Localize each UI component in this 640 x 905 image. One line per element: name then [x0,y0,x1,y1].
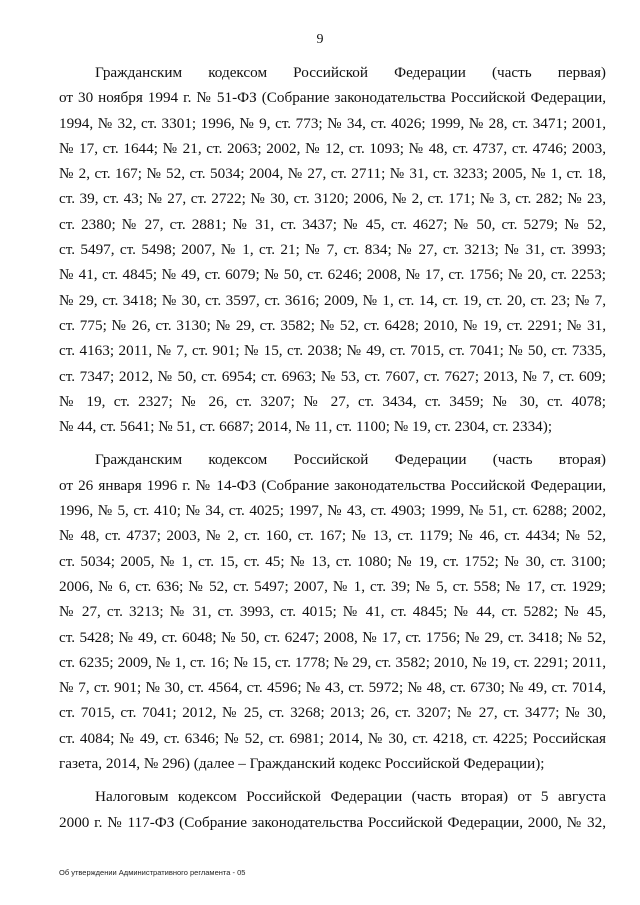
text-line: № 41, ст. 4845; № 49, ст. 6079; № 50, ст. 6246; 2008, № 17, ст. 1756; № 20, ст. 2253; [59,266,606,284]
paragraph-gap [59,776,606,784]
paragraph-1 [59,60,606,439]
text-line: газета, 2014, № 296) (далее – Гражданский кодекс Российской Федерации); [59,755,545,773]
text-line: № 27, ст. 3213; № 31, ст. 3993, ст. 4015; № 41, ст. 4845; № 44, ст. 5282; № 45, [59,603,606,621]
paragraph-3 [59,784,606,835]
text-line: ст. 775; № 26, ст. 3130; № 29, ст. 3582; № 52, ст. 6428; 2010, № 19, ст. 2291; № 31, [59,316,606,334]
text-line: 2006, № 6, ст. 636; № 52, ст. 5497; 2007, № 1, ст. 39; № 5, ст. 558; № 17, ст. 1929; [59,577,606,595]
text-line: № 19, ст. 2327; № 26, ст. 3207; № 27, ст. 3434, ст. 3459; № 30, ст. 4078; [59,392,606,410]
text-line: ст. 5428; № 49, ст. 6048; № 50, ст. 6247; 2008, № 17, ст. 1756; № 29, ст. 3418; № 52, [59,628,606,646]
text-line: от 26 января 1996 г. № 14-ФЗ (Собрание законодательства Российской Федерации, [59,476,606,494]
text-line: 2000 г. № 117-ФЗ (Собрание законодательства Российской Федерации, 2000, № 32, [59,813,606,831]
text-line: ст. 7015, ст. 7041; 2012, № 25, ст. 3268; 2013; 26, ст. 3207; № 27, ст. 3477; № 30, [59,704,606,722]
text-line: Гражданским кодексом Российской Федерации (часть вторая) [95,451,606,469]
text-line: ст. 5497, ст. 5498; 2007, № 1, ст. 21; № 7, ст. 834; № 27, ст. 3213; № 31, ст. 3993; [59,241,606,259]
text-line: ст. 5034; 2005, № 1, ст. 15, ст. 45; № 13, ст. 1080; № 19, ст. 1752; № 30, ст. 3100; [59,552,606,570]
text-line: № 48, ст. 4737; 2003, № 2, ст. 160, ст. 167; № 13, ст. 1179; № 46, ст. 4434; № 52, [59,527,606,545]
text-line: от 30 ноября 1994 г. № 51-ФЗ (Собрание законодательства Российской Федерации, [59,89,606,107]
text-line: Налоговым кодексом Российской Федерации (часть вторая) от 5 августа [95,788,606,806]
text-line: ст. 4163; 2011, № 7, ст. 901; № 15, ст. 2038; № 49, ст. 7015, ст. 7041; № 50, ст. 7335, [59,342,606,360]
text-line: № 44, ст. 5641; № 51, ст. 6687; 2014, № 11, ст. 1100; № 19, ст. 2304, ст. 2334); [59,418,553,436]
text-line: 1996, № 5, ст. 410; № 34, ст. 4025; 1997, № 43, ст. 4903; 1999, № 51, ст. 6288; 2002, [59,502,606,520]
text-line: № 7, ст. 901; № 30, ст. 4564, ст. 4596; № 43, ст. 5972; № 48, ст. 6730; № 49, ст. 7014, [59,679,606,697]
text-line: № 17, ст. 1644; № 21, ст. 2063; 2002, № 12, ст. 1093; № 48, ст. 4737, ст. 4746; 2003, [59,139,606,157]
document-body [59,60,606,835]
page-footer: Об утверждении Административного регламента - 05 [59,868,246,877]
text-line: № 29, ст. 3418; № 30, ст. 3597, ст. 3616; 2009, № 1, ст. 14, ст. 19, ст. 20, ст. 23; № 7, [59,291,606,309]
text-line: № 2, ст. 167; № 52, ст. 5034; 2004, № 27, ст. 2711; № 31, ст. 3233; 2005, № 1, ст. 18, [59,165,606,183]
text-line: ст. 2380; № 27, ст. 2881; № 31, ст. 3437; № 45, ст. 4627; № 50, ст. 5279; № 52, [59,215,606,233]
text-line: ст. 39, ст. 43; № 27, ст. 2722; № 30, ст. 3120; 2006, № 2, ст. 171; № 3, ст. 282; № 23, [59,190,606,208]
page-number: 9 [316,32,324,47]
text-line: 1994, № 32, ст. 3301; 1996, № 9, ст. 773; № 34, ст. 4026; 1999, № 28, ст. 3471; 2001, [59,114,606,132]
text-line: Гражданским кодексом Российской Федерации (часть первая) [95,64,606,81]
text-line: ст. 6235; 2009, № 1, ст. 16; № 15, ст. 1778; № 29, ст. 3582; 2010, № 19, ст. 2291; 2011, [59,653,606,671]
text-line: ст. 4084; № 49, ст. 6346; № 52, ст. 6981; 2014, № 30, ст. 4218, ст. 4225; Российская [59,729,606,747]
paragraph-2 [59,447,606,776]
paragraph-gap [59,439,606,447]
text-line: ст. 7347; 2012, № 50, ст. 6954; ст. 6963; № 53, ст. 7607, ст. 7627; 2013, № 7, ст. 609; [59,367,606,385]
